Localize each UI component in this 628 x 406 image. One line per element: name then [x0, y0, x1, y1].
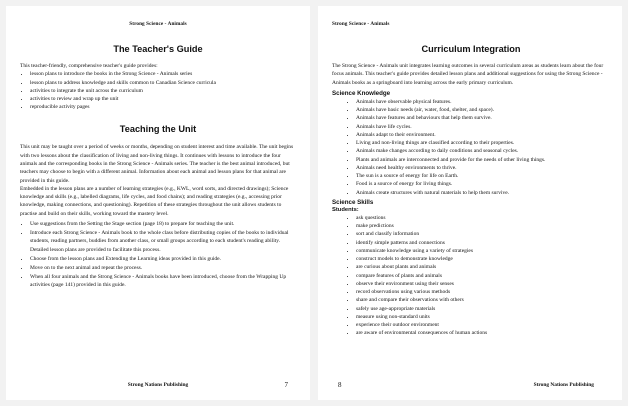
publisher-footer: Strong Nations Publishing	[127, 382, 189, 388]
list-item: • make predictions	[356, 222, 610, 230]
list-item: • record observations using various methods	[356, 288, 610, 296]
right-page	[318, 6, 622, 400]
list-item: • Living and non-living things are classified according to their properties.	[356, 139, 610, 147]
provides-list	[20, 70, 296, 111]
paragraph: This unit may be taught over a period of weeks or months, depending on student interest and time available. The unit begins with two lessons about the classification of living and non-living things. It continues with lessons to introduce the four animals and the corresponding books in the Strong Science - Animals series. The teacher is the best animal introduced, but teachers may choose to begin with a different animal. Information about each animal and lesson plans for that animal are provided in this guide.	[20, 144, 294, 184]
list-item: • share and compare their observations with others	[356, 296, 610, 304]
running-head: Strong Science - Animals	[332, 21, 390, 27]
list-item: • sort and classify information	[356, 230, 610, 238]
list-item: • construct models to demonstrate knowledge	[356, 255, 610, 263]
list-item: • Plants and animals are interconnected and provide for the needs of other living things.	[356, 156, 610, 164]
list-item: • identify simple patterns and connections	[356, 239, 610, 247]
list-item: • reproducible activity pages	[30, 103, 296, 111]
students-label: Students:	[332, 206, 359, 213]
list-item: • The sun is a source of energy for life on Earth.	[356, 172, 610, 180]
list-item: • Animals have features and behaviours that help them survive.	[356, 114, 610, 122]
paragraph: Embedded in the lesson plans are a number of learning strategies (e.g., KWL, word sorts, and directed drawings); Science knowledge and skills (e.g., labelled diagrams, life cycles, and food chains); and reading strategies (e.g., accessing prior knowledge, making connections, and questioning). Repetition of these strategies throughout the unit allows students to practise and build on their skills, working toward the mastery level.	[20, 185, 289, 217]
page-number: 7	[284, 381, 288, 389]
skills-heading: Science Skills	[332, 198, 374, 206]
left-content	[20, 44, 296, 290]
list-item: • are curious about plants and animals	[356, 263, 610, 271]
list-item: • compare features of plants and animals	[356, 272, 610, 280]
list-item: • Introduce each Strong Science - Animals book to the whole class before distributing copies of the books to individual students, reading partners, buddies from another class, or small groups according to each student's reading ability. Detailed lesson plans are provided to facilitate this process.	[30, 229, 296, 254]
list-item: • observe their environment using their senses	[356, 280, 610, 288]
list-item: • Choose from the lesson plans and Extending the Learning ideas provided in this guide.	[30, 255, 296, 263]
list-item: • communicate knowledge using a variety of strategies	[356, 247, 610, 255]
section-title: Curriculum Integration	[421, 44, 521, 54]
list-item: • lesson plans to address knowledge and skills common to Canadian Science curricula	[30, 79, 296, 87]
list-item: • Move on to the next animal and repeat the process.	[30, 264, 296, 272]
list-item: • Animals need healthy environments to thrive.	[356, 164, 610, 172]
list-item: • Animals have basic needs (air, water, food, shelter, and space).	[356, 106, 610, 114]
list-item: • are aware of environmental consequences of human actions	[356, 329, 610, 337]
right-content	[332, 44, 610, 338]
publisher-footer: Strong Nations Publishing	[533, 382, 594, 388]
list-item: • lesson plans to introduce the books in the Strong Science - Animals series	[30, 70, 296, 78]
list-item: • ask questions	[356, 214, 610, 222]
list-item: • safely use age-appropriate materials	[356, 305, 610, 313]
left-page	[6, 6, 310, 400]
list-item: • activities to review and wrap up the unit	[30, 95, 296, 103]
running-head: Strong Science - Animals	[129, 21, 187, 27]
knowledge-heading: Science Knowledge	[332, 89, 391, 97]
list-item: • Animals create structures with natural materials to help them survive.	[356, 189, 610, 197]
intro-text: The Strong Science - Animals unit integrates learning outcomes in several curriculum areas as students learn about the four focus animals. This teacher's guide provides detailed lesson plans and additional suggestions for using the Strong Science - Animals books as a springboard into learning across the early primary curriculum.	[332, 63, 604, 86]
list-item: • experience their outdoor environment	[356, 321, 610, 329]
page-number: 8	[338, 381, 342, 389]
knowledge-list	[332, 98, 610, 197]
section-title: The Teacher's Guide	[113, 44, 203, 54]
list-item: • When all four animals and the Strong Science - Animals books have been introduced, choose from the Wrapping Up activities (page 141) provided in this guide.	[30, 273, 296, 289]
skills-list	[332, 214, 610, 338]
list-item: • Animals adapt to their environment.	[356, 131, 610, 139]
section-title: Teaching the Unit	[119, 124, 197, 135]
list-item: • Animals make changes according to daily conditions and seasonal cycles.	[356, 147, 610, 155]
list-item: • Use suggestions from the Setting the Stage section (page 18) to prepare for teaching the unit.	[30, 220, 296, 228]
list-item: • activities to integrate the unit across the curriculum	[30, 87, 296, 95]
list-item: • Animals have life cycles.	[356, 123, 610, 131]
intro-text: This teacher-friendly, comprehensive teacher's guide provides:	[20, 63, 158, 69]
list-item: • measure using non-standard units	[356, 313, 610, 321]
steps-list	[20, 220, 296, 290]
list-item: • Animals have observable physical features.	[356, 98, 610, 106]
list-item: • Food is a source of energy for living things.	[356, 180, 610, 188]
